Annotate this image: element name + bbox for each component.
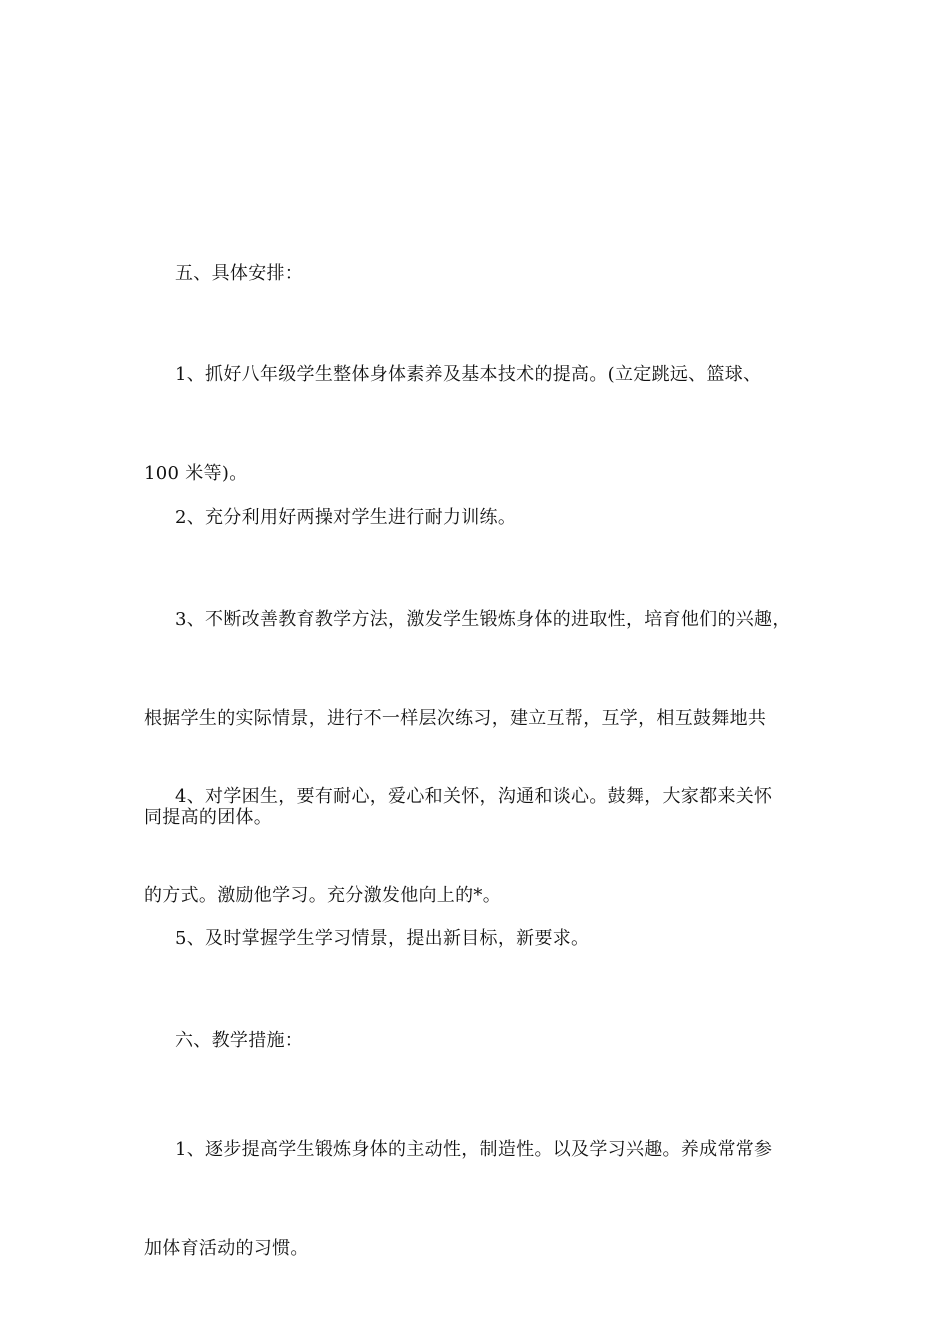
paragraph-line: 2、充分利用好两操对学生进行耐力训练。	[175, 507, 517, 528]
paragraph-line: 100 米等)。	[144, 463, 248, 484]
heading-text: 五、具体安排：	[175, 263, 304, 284]
paragraph-line: 5、及时掌握学生学习情景，提出新目标，新要求。	[175, 928, 590, 949]
paragraph-line: 同提高的团体。	[144, 807, 273, 828]
paragraph-line: 根据学生的实际情景，进行不一样层次练习，建立互帮，互学，相互鼓舞地共	[144, 708, 767, 729]
paragraph-line: 1、抓好八年级学生整体身体素养及基本技术的提高。(立定跳远、篮球、	[175, 364, 762, 385]
paragraph-line: 1、逐步提高学生锻炼身体的主动性，制造性。以及学习兴趣。养成常常参	[175, 1139, 773, 1160]
paragraph-line: 4、对学困生，要有耐心，爱心和关怀，沟通和谈心。鼓舞，大家都来关怀	[175, 786, 773, 807]
paragraph-line: 3、不断改善教育教学方法，激发学生锻炼身体的进取性，培育他们的兴趣，	[175, 609, 791, 630]
paragraph-line: 的方式。激励他学习。充分激发他向上的*。	[144, 885, 501, 906]
heading-text: 六、教学措施：	[175, 1030, 304, 1051]
paragraph-measure-1	[144, 1067, 814, 1331]
paragraph-line: 加体育活动的习惯。	[144, 1238, 309, 1259]
